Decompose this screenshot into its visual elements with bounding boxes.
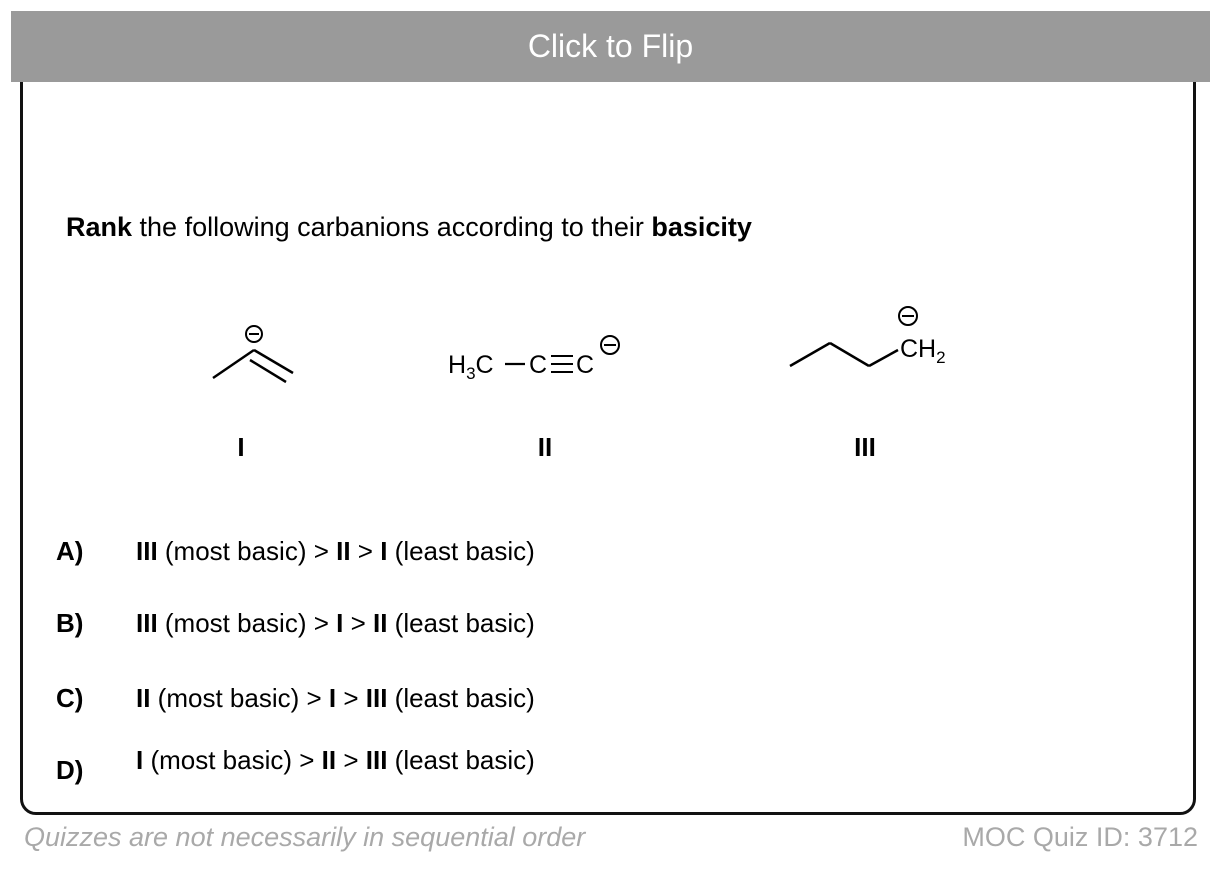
charge-icon xyxy=(899,307,917,325)
option-numeral: II xyxy=(321,745,337,775)
option-phrase: (least basic) xyxy=(387,745,535,775)
option-phrase: (most basic) > xyxy=(143,745,322,775)
question-body: the following carbanions according to their xyxy=(132,212,652,242)
molecule-label-2: II xyxy=(537,432,553,462)
molecule-label-3: III xyxy=(854,432,876,462)
option-letter: A) xyxy=(56,536,84,566)
molecule-3-structure xyxy=(790,307,946,367)
question-keyword-basicity: basicity xyxy=(651,212,752,242)
molecule-structures xyxy=(0,290,1216,470)
question-text xyxy=(66,212,752,243)
molecule-2-structure xyxy=(448,336,619,383)
click-to-flip-button[interactable] xyxy=(11,11,1210,82)
option-phrase: (least basic) xyxy=(387,536,535,566)
option-numeral: III xyxy=(365,683,388,713)
option-text xyxy=(136,536,535,567)
option-numeral: I xyxy=(336,608,344,638)
formula-c-terminal: C xyxy=(576,351,595,379)
charge-icon xyxy=(246,326,262,342)
quiz-id: MOC Quiz ID: 3712 xyxy=(962,822,1198,852)
option-numeral: II xyxy=(136,683,151,713)
flip-button-label: Click to Flip xyxy=(527,28,694,64)
charge-icon xyxy=(601,336,619,354)
formula-h3c: $H_3C$ xyxy=(448,351,494,383)
option-phrase: (least basic) xyxy=(387,683,535,713)
option-letter: C) xyxy=(56,683,84,713)
option-numeral: I xyxy=(328,683,337,713)
option-numeral: II xyxy=(336,536,351,566)
option-text xyxy=(136,683,535,714)
option-phrase: > xyxy=(350,536,381,566)
formula-ch2: $CH_2$ xyxy=(900,335,946,367)
molecule-label-1: I xyxy=(237,432,245,462)
question-keyword-rank: Rank xyxy=(66,212,133,242)
option-phrase: (most basic) > xyxy=(157,536,337,566)
option-text xyxy=(136,745,535,776)
option-numeral: III xyxy=(136,608,158,638)
footer-note: Quizzes are not necessarily in sequential order xyxy=(24,822,586,852)
structures-drawing xyxy=(0,290,1216,470)
option-phrase: > xyxy=(343,608,373,638)
option-letter: B) xyxy=(56,608,84,638)
option-numeral: II xyxy=(372,608,388,638)
option-numeral: I xyxy=(380,536,388,566)
option-phrase: > xyxy=(336,745,366,775)
option-phrase: > xyxy=(336,683,366,713)
option-text xyxy=(136,608,535,639)
option-phrase: (most basic) > xyxy=(150,683,329,713)
option-numeral: I xyxy=(136,745,144,775)
option-letter: D) xyxy=(56,755,84,785)
formula-c: C xyxy=(529,351,548,379)
option-phrase: (least basic) xyxy=(387,608,535,638)
option-numeral: III xyxy=(136,536,158,566)
option-numeral: III xyxy=(365,745,388,775)
molecule-1-structure xyxy=(213,326,293,382)
option-phrase: (most basic) > xyxy=(157,608,337,638)
